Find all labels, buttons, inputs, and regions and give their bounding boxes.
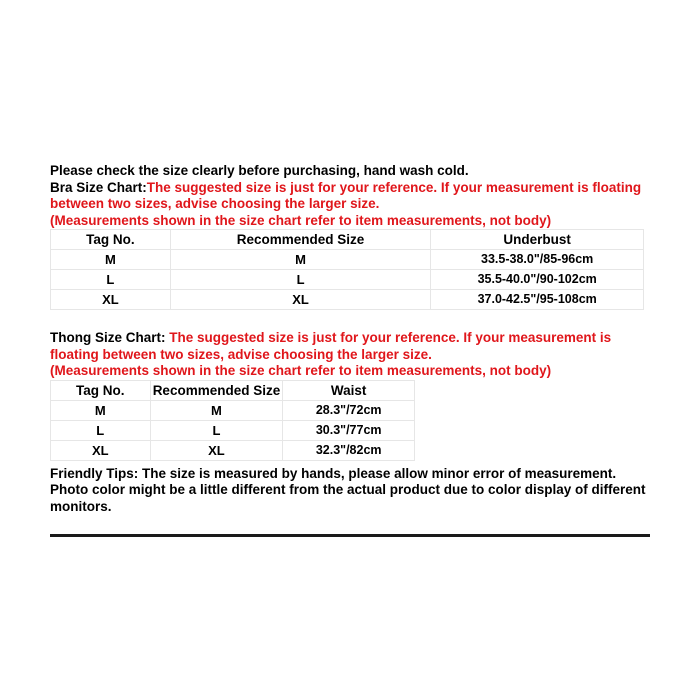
tag-cell: XL (51, 290, 171, 310)
thong-reference-note: The suggested size is just for your reference. If your measurement is floating between two sizes, advise choosing the larger size. (50, 330, 612, 362)
table-row (51, 400, 415, 420)
waist-cell: 28.3"/72cm (283, 400, 415, 420)
table-row (51, 270, 644, 290)
column-header-tag-no: Tag No. (51, 230, 171, 250)
tag-cell: L (51, 270, 171, 290)
bra-size-table (50, 229, 644, 310)
table-row (51, 440, 415, 460)
table-row (51, 420, 415, 440)
bra-reference-note: The suggested size is just for your reference. If your measurement is floating between two sizes, advise choosing the larger size. (50, 179, 642, 211)
table-header-row (51, 230, 644, 250)
tag-cell: L (51, 420, 151, 440)
underbust-cell: 35.5-40.0"/90-102cm (431, 270, 644, 290)
column-header-underbust: Underbust (431, 230, 644, 250)
recommended-size-cell: M (170, 250, 431, 270)
recommended-size-cell: XL (170, 290, 431, 310)
divider-rule (50, 534, 650, 537)
intro-text: Please check the size clearly before purchasing, hand wash cold. (50, 163, 469, 178)
friendly-tips: Friendly Tips: The size is measured by hands, please allow minor error of measurement. Photo color might be a little different from the actual product due to color display of different monitors. (50, 465, 646, 514)
column-header-recommended-size: Recommended Size (170, 230, 431, 250)
tag-cell: M (51, 250, 171, 270)
bra-measurement-note: (Measurements shown in the size chart refer to item measurements, not body) (50, 212, 552, 228)
thong-measurement-note: (Measurements shown in the size chart refer to item measurements, not body) (50, 363, 552, 378)
underbust-cell: 33.5-38.0"/85-96cm (431, 250, 644, 270)
recommended-size-cell: L (150, 420, 283, 440)
waist-cell: 30.3"/77cm (283, 420, 415, 440)
column-header-waist: Waist (283, 380, 415, 400)
column-header-tag-no: Tag No. (51, 380, 151, 400)
size-guide (50, 163, 650, 515)
table-row (51, 250, 644, 270)
thong-chart-intro (50, 330, 650, 363)
tag-cell: M (51, 400, 151, 420)
waist-cell: 32.3"/82cm (283, 440, 415, 460)
column-header-recommended-size: Recommended Size (150, 380, 283, 400)
tag-cell: XL (51, 440, 151, 460)
thong-size-table (50, 380, 415, 461)
bra-chart-intro (50, 180, 650, 213)
thong-chart-label: Thong Size Chart: (50, 330, 170, 345)
table-row (51, 290, 644, 310)
recommended-size-cell: L (170, 270, 431, 290)
bra-chart-label: Bra Size Chart: (50, 179, 147, 195)
recommended-size-cell: M (150, 400, 283, 420)
table-header-row (51, 380, 415, 400)
underbust-cell: 37.0-42.5"/95-108cm (431, 290, 644, 310)
recommended-size-cell: XL (150, 440, 283, 460)
